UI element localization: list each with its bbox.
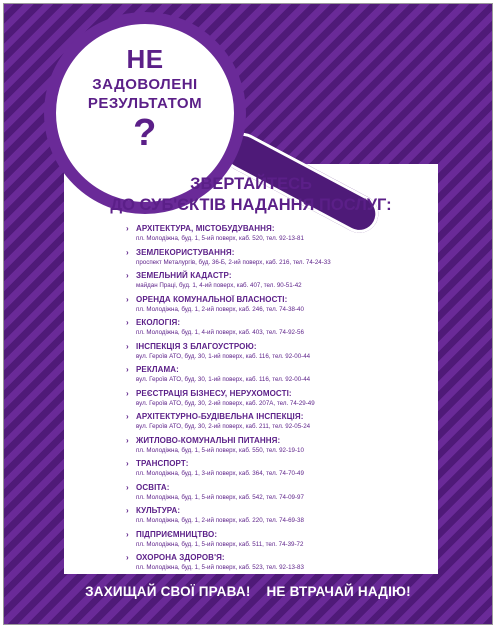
service-address: вул. Героїв АТО, буд. 30, 1-ий поверх, каб. 116, тел. 92-00-44 <box>136 376 311 383</box>
lens-line-ne: НЕ <box>126 44 164 74</box>
service-title: ЖИТЛОВО-КОМУНАЛЬНІ ПИТАННЯ: <box>136 435 281 445</box>
poster <box>3 3 493 625</box>
service-title: ОСВІТА: <box>136 482 170 492</box>
service-address: пл. Молодіжна, буд. 1, 2-ий поверх, каб. 246, тел. 74-38-40 <box>136 305 304 313</box>
service-item <box>126 506 436 530</box>
service-address: проспект Металургів, буд. 36-Б, 2-ий поверх, каб. 216, тел. 74-24-33 <box>136 258 331 266</box>
service-title: ЕКОЛОГІЯ: <box>136 318 181 327</box>
chevron-right-icon: › <box>126 388 129 398</box>
service-address: пл. Молодіжна, буд. 1, 2-ий поверх, каб. 220, тел. 74-69-38 <box>136 517 304 524</box>
service-item <box>126 435 436 460</box>
service-item <box>126 341 436 366</box>
service-title: РЕЄСТРАЦІЯ БІЗНЕСУ, НЕРУХОМОСТІ: <box>136 388 292 398</box>
chevron-right-icon: › <box>126 318 129 327</box>
services-list <box>126 224 436 577</box>
service-item <box>126 247 436 272</box>
chevron-right-icon: › <box>126 435 129 445</box>
service-item <box>126 318 436 342</box>
service-item <box>126 553 436 577</box>
chevron-right-icon: › <box>126 412 129 421</box>
service-address: пл. Молодіжна, буд. 1, 5-ий поверх, каб. 542, тел. 74-09-97 <box>136 493 304 501</box>
chevron-right-icon: › <box>126 506 129 515</box>
chevron-right-icon: › <box>126 271 129 280</box>
footer-slogans <box>4 584 492 599</box>
service-address: вул. Героїв АТО, буд. 30, 1-ий поверх, каб. 116, тел. 92-00-44 <box>136 352 311 360</box>
service-title: КУЛЬТУРА: <box>136 506 181 515</box>
service-item <box>126 529 436 554</box>
service-title: ЗЕМЛЕКОРИСТУВАННЯ: <box>136 247 235 257</box>
service-item <box>126 271 436 295</box>
service-item <box>126 365 436 389</box>
service-title: АРХІТЕКТУРА, МІСТОБУДУВАННЯ: <box>136 224 275 233</box>
service-title: РЕКЛАМА: <box>136 365 179 374</box>
heading-line-1: ЗВЕРТАЙТЕСЬ <box>190 175 312 193</box>
service-item <box>126 294 436 319</box>
service-title: ПІДПРИЄМНИЦТВО: <box>136 529 218 539</box>
chevron-right-icon: › <box>126 553 129 562</box>
service-address: вул. Героїв АТО, буд. 30, 2-ий поверх, каб. 207А, тел. 74-29-49 <box>136 399 315 407</box>
service-title: ІНСПЕКЦІЯ З БЛАГОУСТРОЮ: <box>136 341 257 351</box>
service-item <box>126 224 436 248</box>
service-address: вул. Героїв АТО, буд. 30, 2-ий поверх, каб. 211, тел. 92-05-24 <box>136 423 311 430</box>
heading-line-2: ДО СУБ'ЄКТІВ НАДАННЯ ПОСЛУГ: <box>110 196 392 214</box>
service-title: ОРЕНДА КОМУНАЛЬНОЇ ВЛАСНОСТІ: <box>136 294 288 304</box>
poster-heading <box>64 174 438 216</box>
question-mark-icon: ? <box>133 112 157 154</box>
service-item <box>126 482 436 507</box>
service-item <box>126 412 436 436</box>
service-item <box>126 388 436 413</box>
service-address: пл. Молодіжна, буд. 1, 4-ий поверх, каб. 403, тел. 74-92-56 <box>136 329 304 336</box>
service-address: пл. Молодіжна, буд. 1, 5-ий поверх, каб. 520, тел. 92-13-81 <box>136 235 304 242</box>
chevron-right-icon: › <box>126 341 129 351</box>
service-title: ЗЕМЕЛЬНИЙ КАДАСТР: <box>136 271 232 280</box>
footer-slogan-right: НЕ ВТРАЧАЙ НАДІЮ! <box>266 584 411 599</box>
chevron-right-icon: › <box>126 294 129 304</box>
chevron-right-icon: › <box>126 365 129 374</box>
chevron-right-icon: › <box>126 482 129 492</box>
service-address: пл. Молодіжна, буд. 1, 5-ий поверх, каб. 550, тел. 92-19-10 <box>136 446 304 454</box>
service-title: ТРАНСПОРТ: <box>136 459 189 468</box>
chevron-right-icon: › <box>126 247 129 257</box>
service-address: майдан Праці, буд. 1, 4-ий поверх, каб. 407, тел. 90-51-42 <box>136 282 302 289</box>
service-item <box>126 459 436 483</box>
lens-line-rezultatom: РЕЗУЛЬТАТОМ <box>87 95 203 112</box>
service-address: пл. Молодіжна, буд. 1, 5-ий поверх, каб. 511, тел. 74-39-72 <box>136 540 304 548</box>
footer-slogan-left: ЗАХИЩАЙ СВОЇ ПРАВА! <box>85 584 251 599</box>
chevron-right-icon: › <box>126 529 129 539</box>
chevron-right-icon: › <box>126 224 129 233</box>
chevron-right-icon: › <box>126 459 129 468</box>
service-title: АРХІТЕКТУРНО-БУДІВЕЛЬНА ІНСПЕКЦІЯ: <box>136 412 304 421</box>
service-title: ОХОРОНА ЗДОРОВ'Я: <box>136 553 225 562</box>
service-address: пл. Молодіжна, буд. 1, 5-ий поверх, каб. 523, тел. 92-13-83 <box>136 564 304 571</box>
lens-line-zadovoleni: ЗАДОВОЛЕНІ <box>92 76 198 93</box>
service-address: пл. Молодіжна, буд. 1, 3-ий поверх, каб. 364, тел. 74-70-49 <box>136 470 304 477</box>
